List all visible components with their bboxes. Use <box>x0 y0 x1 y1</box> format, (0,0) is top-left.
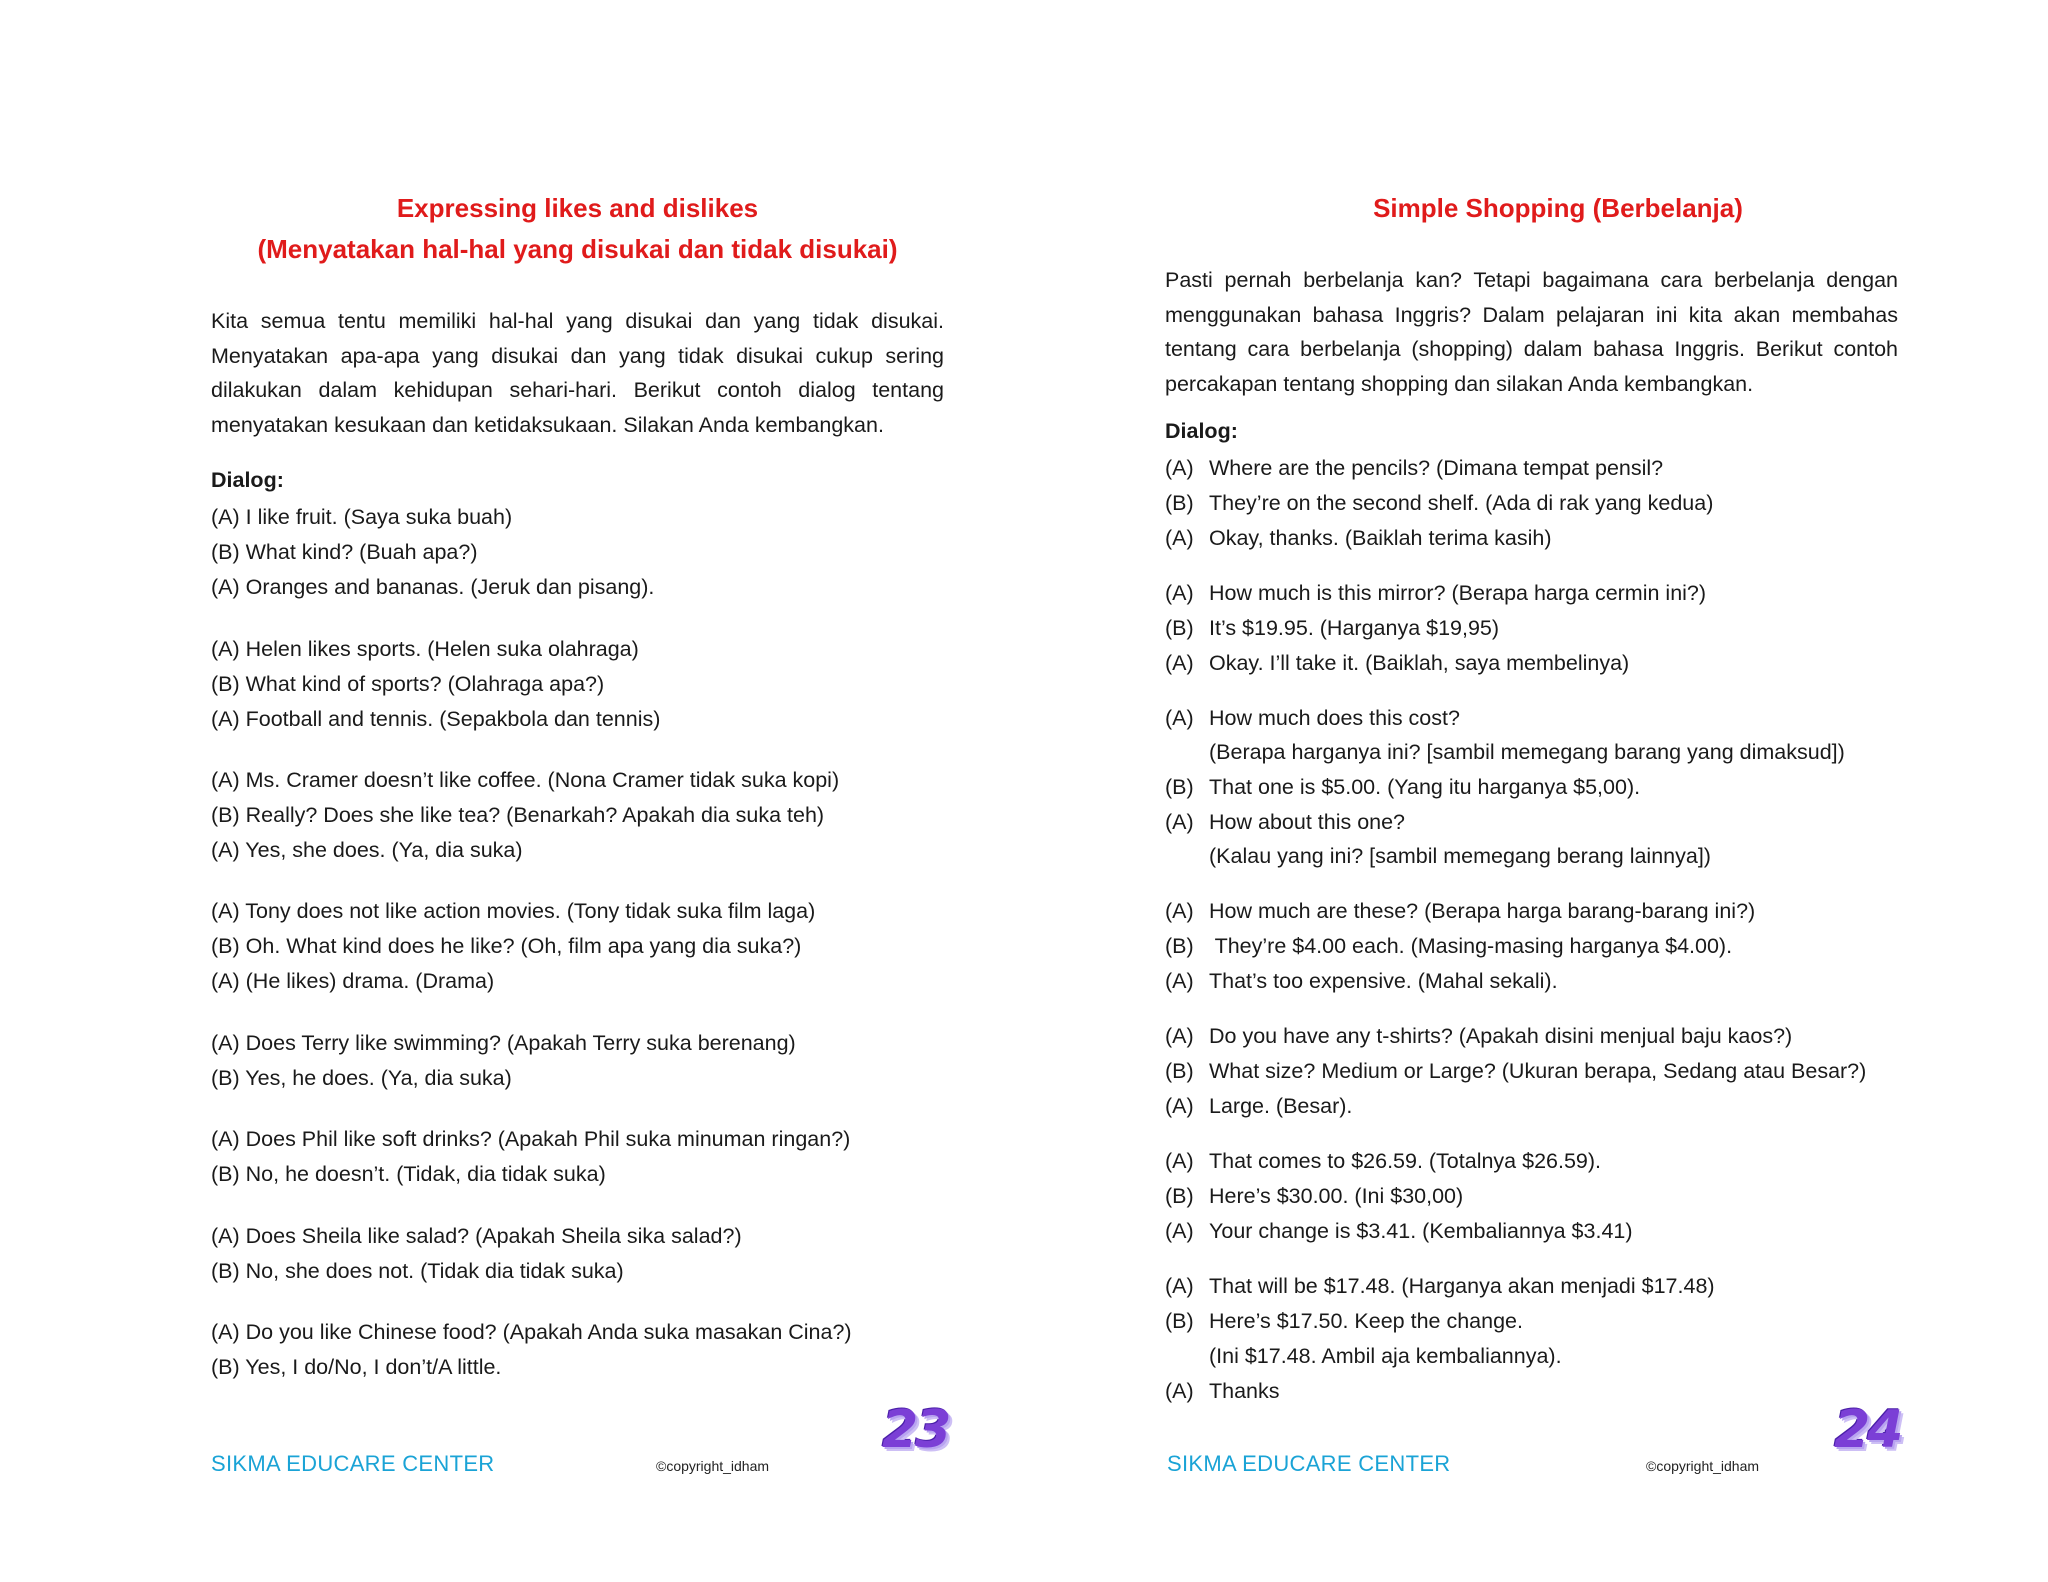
dialog-text: How much is this mirror? (Berapa harga cermin ini?) <box>1209 581 1707 605</box>
dialog-text: It’s $19.95. (Harganya $19,95) <box>1209 616 1500 640</box>
dialog-line <box>1165 488 1713 518</box>
speaker-label: (A) <box>1165 1094 1194 1118</box>
dialog-text: Thanks <box>1209 1379 1280 1403</box>
footer-brand: SIKMA EDUCARE CENTER <box>211 1451 495 1476</box>
dialog-line <box>1165 613 1499 643</box>
dialog-line: (B) What kind of sports? (Olahraga apa?) <box>211 672 605 696</box>
dialog-line <box>1165 1271 1715 1301</box>
dialog-line <box>1165 1306 1523 1336</box>
dialog-text: Where are the pencils? (Dimana tempat pensil? <box>1209 456 1664 480</box>
dialog-label: Dialog: <box>211 468 284 492</box>
footer-copyright: ©copyright_idham <box>1646 1458 1760 1474</box>
dialog-text: That’s too expensive. (Mahal sekali). <box>1209 969 1558 993</box>
dialog-text: Here’s $17.50. Keep the change. <box>1209 1309 1523 1333</box>
dialog-line: (A) (He likes) drama. (Drama) <box>211 969 495 993</box>
dialog-line <box>1165 931 1732 961</box>
dialog-text: How about this one? <box>1209 810 1406 834</box>
dialog-line: (B) Oh. What kind does he like? (Oh, film apa yang dia suka?) <box>211 934 802 958</box>
speaker-label: (A) <box>1165 1024 1194 1048</box>
speaker-label: (B) <box>1165 616 1194 640</box>
speaker-label: (B) <box>1165 1309 1194 1333</box>
dialog-line <box>1165 523 1552 553</box>
dialog-line <box>1165 896 1755 926</box>
speaker-label: (A) <box>1165 1379 1194 1403</box>
dialog-text: They’re $4.00 each. (Masing-masing harganya $4.00). <box>1209 934 1733 958</box>
dialog-line <box>1165 648 1629 678</box>
page-right <box>1024 0 2048 1582</box>
dialog-line <box>1165 453 1663 483</box>
dialog-line: (B) Yes, he does. (Ya, dia suka) <box>211 1066 512 1090</box>
dialog-line: (B) Really? Does she like tea? (Benarkah? Apakah dia suka teh) <box>211 803 825 827</box>
dialog-text: (Ini $17.48. Ambil aja kembaliannya). <box>1209 1344 1562 1368</box>
dialog-text: Your change is $3.41. (Kembaliannya $3.41) <box>1209 1219 1633 1243</box>
speaker-label: (B) <box>1165 934 1194 958</box>
dialog-line <box>1165 841 1711 871</box>
speaker-label: (A) <box>1165 969 1194 993</box>
dialog-line <box>1165 1091 1352 1121</box>
speaker-label: (B) <box>1165 491 1194 515</box>
dialog-line: (A) Do you like Chinese food? (Apakah Anda suka masakan Cina?) <box>211 1320 852 1344</box>
dialog-line <box>1165 1181 1463 1211</box>
footer-copyright: ©copyright_idham <box>656 1458 770 1474</box>
dialog-line <box>1165 807 1405 837</box>
dialog-line <box>1165 1216 1633 1246</box>
intro-paragraph: Pasti pernah berbelanja kan? Tetapi bagaimana cara berbelanja dengan menggunakan bahasa Inggris? Dalam pelajaran ini kita akan membahas tentang cara berbelanja (shopping) dalam bahasa Inggris. Berikut contoh percakapan tentang shopping dan silakan Anda kembangkan. <box>1165 268 1898 396</box>
dialog-line <box>1165 1021 1792 1051</box>
speaker-label: (A) <box>1165 526 1194 550</box>
page-title <box>150 188 1005 270</box>
dialog-line: (A) Yes, she does. (Ya, dia suka) <box>211 838 523 862</box>
title-line-2: (Menyatakan hal-hal yang disukai dan tidak disukai) <box>257 234 898 264</box>
dialog-line <box>1165 737 1845 767</box>
dialog-text: That comes to $26.59. (Totalnya $26.59). <box>1209 1149 1602 1173</box>
dialog-line: (B) No, she does not. (Tidak dia tidak suka) <box>211 1259 624 1283</box>
dialog-line: (A) Football and tennis. (Sepakbola dan tennis) <box>211 707 661 731</box>
speaker-label: (A) <box>1165 706 1194 730</box>
speaker-label: (B) <box>1165 775 1194 799</box>
dialog-text: They’re on the second shelf. (Ada di rak yang kedua) <box>1209 491 1714 515</box>
dialog-line <box>1165 772 1640 802</box>
dialog-text: Okay, thanks. (Baiklah terima kasih) <box>1209 526 1552 550</box>
speaker-label: (A) <box>1165 899 1194 923</box>
dialog-text: (Kalau yang ini? [sambil memegang berang lainnya]) <box>1209 844 1711 868</box>
footer-brand: SIKMA EDUCARE CENTER <box>1167 1451 1451 1476</box>
speaker-label: (B) <box>1165 1184 1194 1208</box>
dialog-text: Okay. I’ll take it. (Baiklah, saya membelinya) <box>1209 651 1630 675</box>
speaker-label: (A) <box>1165 651 1194 675</box>
page-title: Simple Shopping (Berbelanja) <box>1373 193 1743 223</box>
dialog-line: (A) Oranges and bananas. (Jeruk dan pisang). <box>211 575 655 599</box>
intro-paragraph: Kita semua tentu memiliki hal-hal yang disukai dan yang tidak disukai. Menyatakan apa-apa yang disukai dan yang tidak disukai cukup sering dilakukan dalam kehidupan sehari-hari. Berikut contoh dialog tentang menyatakan kesukaan dan ketidaksukaan. Silakan Anda kembangkan. <box>211 309 944 437</box>
speaker-label: (A) <box>1165 1274 1194 1298</box>
dialog-line: (B) Yes, I do/No, I don’t/A little. <box>211 1355 502 1379</box>
dialog-line: (A) Does Sheila like salad? (Apakah Sheila sika salad?) <box>211 1224 742 1248</box>
dialog-line: (B) What kind? (Buah apa?) <box>211 540 478 564</box>
dialog-line <box>1165 1056 1866 1086</box>
speaker-label: (A) <box>1165 456 1194 480</box>
dialog-text: How much does this cost? <box>1209 706 1460 730</box>
speaker-label: (A) <box>1165 1149 1194 1173</box>
dialog-line: (A) Helen likes sports. (Helen suka olahraga) <box>211 637 639 661</box>
page-number: 24 <box>1834 1400 1901 1460</box>
dialog-label: Dialog: <box>1165 419 1238 443</box>
dialog-line <box>1165 703 1460 733</box>
dialog-line: (A) Ms. Cramer doesn’t like coffee. (Nona Cramer tidak suka kopi) <box>211 768 840 792</box>
dialog-line: (A) Does Terry like swimming? (Apakah Terry suka berenang) <box>211 1031 796 1055</box>
dialog-text: Do you have any t-shirts? (Apakah disini menjual baju kaos?) <box>1209 1024 1793 1048</box>
dialog-text: What size? Medium or Large? (Ukuran berapa, Sedang atau Besar?) <box>1209 1059 1867 1083</box>
title-line-1: Expressing likes and dislikes <box>396 193 759 223</box>
speaker-label: (A) <box>1165 1219 1194 1243</box>
dialog-line: (A) Tony does not like action movies. (Tony tidak suka film laga) <box>211 899 816 923</box>
dialog-line: (A) I like fruit. (Saya suka buah) <box>211 505 513 529</box>
dialog-text: (Berapa harganya ini? [sambil memegang barang yang dimaksud]) <box>1209 740 1845 764</box>
speaker-label: (A) <box>1165 581 1194 605</box>
speaker-label: (B) <box>1165 1059 1194 1083</box>
dialog-text: How much are these? (Berapa harga barang-barang ini?) <box>1209 899 1756 923</box>
dialog-line <box>1165 1146 1601 1176</box>
dialog-line <box>1165 1376 1280 1406</box>
dialog-line <box>1165 578 1706 608</box>
dialog-text: That one is $5.00. (Yang itu harganya $5,00). <box>1209 775 1641 799</box>
dialog-text: Here’s $30.00. (Ini $30,00) <box>1209 1184 1464 1208</box>
dialog-line <box>1165 966 1558 996</box>
dialog-text: Large. (Besar). <box>1209 1094 1353 1118</box>
dialog-line <box>1165 1341 1562 1371</box>
dialog-line: (A) Does Phil like soft drinks? (Apakah Phil suka minuman ringan?) <box>211 1127 851 1151</box>
dialog-line: (B) No, he doesn’t. (Tidak, dia tidak suka) <box>211 1162 606 1186</box>
speaker-label: (A) <box>1165 810 1194 834</box>
dialog-text: That will be $17.48. (Harganya akan menjadi $17.48) <box>1209 1274 1715 1298</box>
page-number: 23 <box>882 1400 949 1460</box>
